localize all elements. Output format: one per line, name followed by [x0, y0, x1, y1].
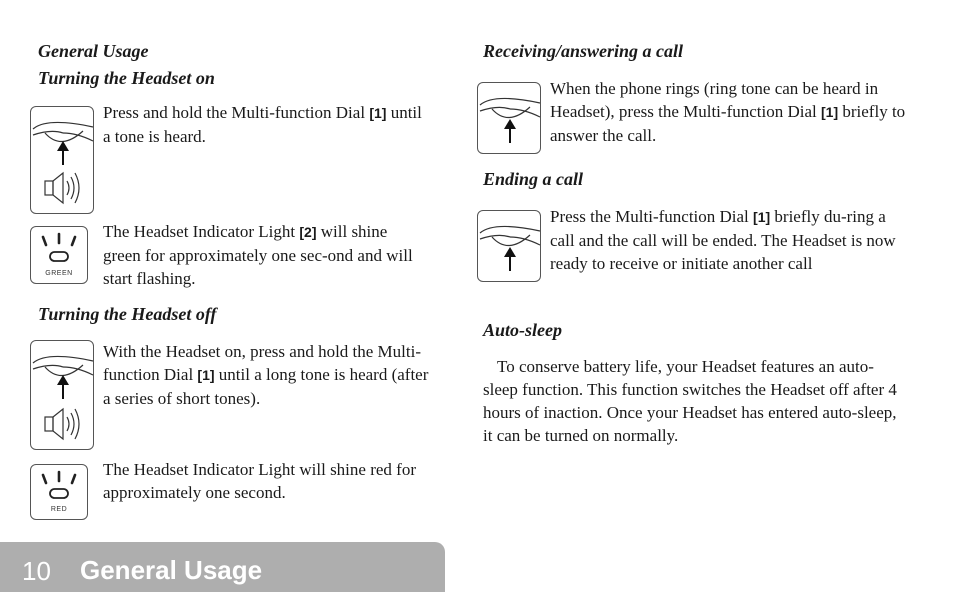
dial-speaker-icon: [30, 340, 94, 450]
heading-turning-on: Turning the Headset on: [38, 68, 215, 88]
dial-speaker-icon: [30, 106, 94, 214]
indicator-light-green-icon: [30, 226, 88, 284]
light-label-red: RED: [50, 506, 68, 513]
heading-auto-sleep: Auto-sleep: [483, 320, 562, 340]
heading-receiving: Receiving/answering a call: [483, 41, 683, 61]
turning-off-step2: The Headset Indicator Light will shine red for approximately one second.: [103, 460, 416, 502]
footer-title: General Usage: [80, 555, 263, 585]
receiving-text: When the phone rings (ring tone can be heard in Headset), press the Multi-function Dial [1] briefly to answer the call.: [550, 79, 906, 145]
light-label-green: GREEN: [45, 270, 73, 277]
turning-on-step1: Press and hold the Multi-function Dial [1] until a tone is heard.: [103, 103, 422, 146]
turning-off-step1: With the Headset on, press and hold the Multi-function Dial [1] until a long tone is heard (after a series of short tones).: [103, 342, 429, 408]
turning-on-step2: The Headset Indicator Light [2] will shine green for approximately one sec-ond and will start flashing.: [103, 222, 413, 288]
dial-icon: [477, 210, 541, 282]
indicator-light-red-icon: [30, 464, 88, 520]
footer-tab: [0, 542, 445, 592]
heading-ending: Ending a call: [483, 169, 584, 189]
heading-turning-off: Turning the Headset off: [38, 304, 217, 324]
dial-icon: [477, 82, 541, 154]
auto-sleep-text: To conserve battery life, your Headset features an auto-sleep function. This function switches the Headset off after 4 hours of inaction. Once your Headset has entered auto-sleep, it can be turned on normally.: [483, 357, 897, 445]
ending-text: Press the Multi-function Dial [1] briefly du-ring a call and the call will be ended. The Headset is now ready to receive or initiate another call: [550, 207, 896, 273]
section-title: General Usage: [38, 41, 149, 61]
page-number: 10: [22, 556, 51, 586]
